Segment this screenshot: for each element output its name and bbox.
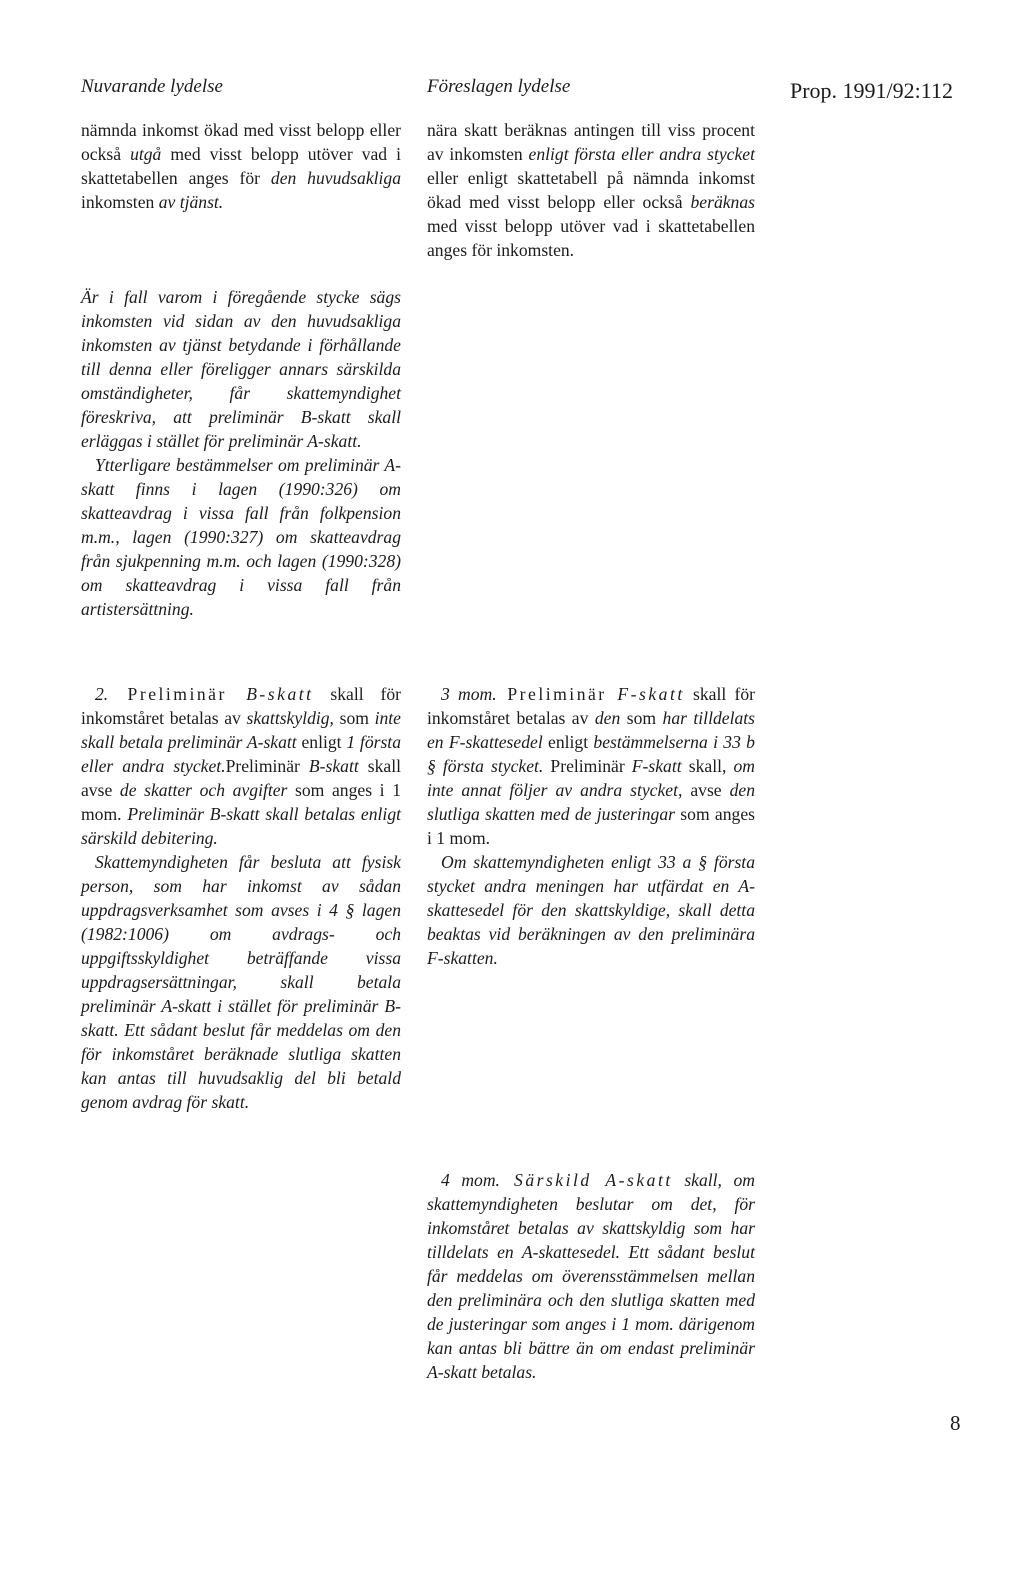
header-current-wording: Nuvarande lydelse [81,76,223,97]
right-paragraph-3: Om skattemyndigheten enligt 33 a § första stycket andra meningen har utfärdat en A-skattesedel för den skattskyldige, skall detta beaktas vid beräkningen av den preliminära F-skatten. [427,852,755,968]
header-proposed-wording: Föreslagen lydelse [427,76,571,97]
left-column [81,118,401,214]
right-paragraph-2: 3 mom. Preliminär F-skatt skall för inkomståret betalas av den som har tilldelats en F-skattesedel enligt bestämmelserna i 33 b § första stycket. Preliminär F-skatt skall, om inte annat följer av andra stycket, avse den slutliga skatten med de justeringar som anges i 1 mom. [427,684,756,848]
right-section-4-mom [427,1168,755,1384]
right-column [427,118,755,262]
left-paragraph-3: Ytterligare bestämmelser om preliminär A-skatt finns i lagen (1990:326) om skatteavdrag i vissa fall från folkpension m.m., lagen (1990:327) om skatteavdrag från sjukpenning m.m. och lagen (1990:328) om skatteavdrag i vissa fall från artistersättning. [81,455,401,619]
right-section-3-mom [427,682,755,970]
proposition-reference: Prop. 1991/92:112 [790,78,953,103]
left-section-2 [81,682,401,1114]
page-number: 8 [950,1411,961,1435]
left-paragraph-1: nämnda inkomst ökad med visst belopp eller också utgå med visst belopp utöver vad i skattetabellen anges för den huvudsakliga inkomsten av tjänst. [81,120,401,212]
left-paragraph-5: Skattemyndigheten får besluta att fysisk person, som har inkomst av sådan uppdragsverksamhet som avses i 4 § lagen (1982:1006) om avdrags- och uppgiftsskyldighet beträffande vissa uppdragsersättningar, skall betala preliminär A-skatt i stället för preliminär B-skatt. Ett sådant beslut får meddelas om den för inkomståret beräknade slutliga skatten kan antas till huvudsaklig del bli betald genom avdrag för skatt. [81,852,401,1112]
left-paragraph-2: Är i fall varom i föregående stycke sägs inkomsten vid sidan av den huvudsakliga inkomsten av tjänst betydande i förhållande till denna eller föreligger annars särskilda omständigheter, får skattemyndighet föreskriva, att preliminär B-skatt skall erläggas i stället för preliminär A-skatt. [81,287,401,451]
left-paragraph-4: 2. Preliminär B-skatt skall för inkomståret betalas av skattskyldig, som inte skall betala preliminär A-skatt enligt 1 första eller andra stycket.Preliminär B-skatt skall avse de skatter och avgifter som anges i 1 mom. Preliminär B-skatt skall betalas enligt särskild debitering. [81,684,402,848]
right-paragraph-1: nära skatt beräknas antingen till viss procent av inkomsten enligt första eller andra stycket eller enligt skattetabell på nämnda inkomst ökad med visst belopp eller också beräknas med visst belopp utöver vad i skattetabellen anges för inkomsten. [427,120,755,260]
right-paragraph-4: 4 mom. Särskild A-skatt skall, om skattemyndigheten beslutar om det, för inkomståret betalas av skattskyldig som har tilldelats en A-skattesedel. Ett sådant beslut får meddelas om överensstämmelsen mellan den preliminära och den slutliga skatten med de justeringar som anges i 1 mom. därigenom kan antas bli bättre än om endast preliminär A-skatt betalas. [427,1170,755,1382]
left-column-lower [81,285,401,621]
